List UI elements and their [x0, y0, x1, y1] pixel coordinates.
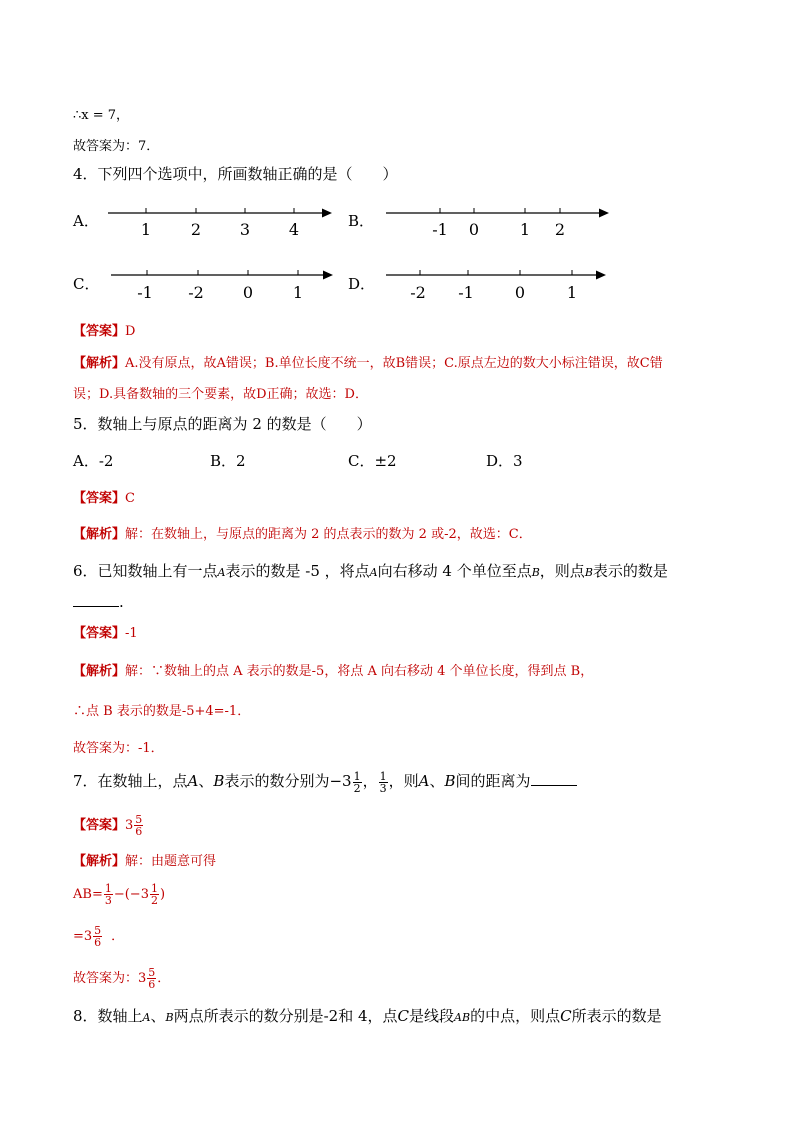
q4-stem: 4．下列四个选项中，所画数轴正确的是（ ） [73, 165, 398, 183]
answer-tag: 【答案】 [73, 626, 126, 641]
q6-analysis-line1 [73, 660, 593, 679]
answer-whole: 3 [125, 818, 134, 833]
analysis-tag: 【解析】 [73, 664, 126, 679]
q4-d-tick-label: -1 [458, 283, 474, 302]
stem-text: 表示的数是 [592, 562, 668, 580]
mixed-whole: −3 [329, 772, 352, 790]
q7-ab-expression: AB= $\frac{1}{3}$ −(−3 $\frac{1}{2}$ ) [73, 882, 166, 907]
point-b: B [531, 566, 540, 579]
q4-b-tick-label: 0 [468, 220, 480, 239]
answer-blank [73, 592, 119, 607]
q8-stem [73, 1005, 662, 1026]
q4-number-line-c [105, 262, 340, 307]
point-c: C [560, 1007, 572, 1025]
stem-text: ，则点 [539, 562, 585, 580]
q4-a-tick-label: 3 [239, 220, 251, 239]
stem-text: 7．在数轴上，点 [73, 772, 188, 790]
q4-b-tick-label: 2 [554, 220, 566, 239]
q4-option-a-label: A． [73, 212, 99, 230]
q5-choice-c: C．±2 [348, 452, 397, 470]
point-a: A [418, 772, 430, 790]
point-b: B [213, 772, 225, 790]
q6-analysis-line2: ∴点 B 表示的数是-5+4=-1． [73, 704, 251, 719]
q4-number-line-b [380, 200, 615, 245]
answer-tag: 【答案】 [73, 818, 126, 833]
analysis-tag: 【解析】 [73, 854, 126, 869]
q4-b-tick-label: 1 [519, 220, 531, 239]
answer-value: D [125, 324, 136, 339]
q7-ab-result: =3 $\frac{5}{6}$ ． [73, 924, 125, 949]
q4-number-line-a [100, 200, 340, 245]
q6-answer [73, 622, 138, 641]
point-b: B [165, 1011, 174, 1024]
q4-a-tick-label: 4 [288, 220, 300, 239]
stem-text: 、 [429, 772, 445, 790]
point-a: A [217, 566, 226, 579]
stem-text: 的中点，则点 [470, 1007, 561, 1025]
answer-value: -1 [125, 626, 138, 641]
fraction-one-half: $\frac{1}{2}$ [353, 769, 361, 795]
q6-final: 故答案为：-1． [73, 741, 164, 756]
q5-answer [73, 487, 135, 506]
stem-text: 、 [150, 1007, 166, 1025]
q4-option-b-label: B． [348, 212, 375, 230]
answer-value: C [125, 491, 135, 506]
q7-answer [73, 814, 144, 837]
stem-text: 间的距离为 [455, 772, 531, 790]
q4-b-tick-label: -1 [432, 220, 448, 239]
point-a: A [142, 1011, 151, 1024]
stem-text: 所表示的数是 [571, 1007, 662, 1025]
stem-text: ， [362, 772, 378, 790]
prev-final-answer: 故答案为：7． [73, 139, 160, 154]
q7-stem [73, 770, 577, 794]
q4-c-tick-label: -2 [188, 283, 204, 302]
point-a: A [187, 772, 199, 790]
fraction-one-third: $\frac{1}{3}$ [379, 769, 387, 795]
analysis-text: A.没有原点，故A错误；B.单位长度不统一，故B错误；C.原点左边的数大小标注错误，故C错 [125, 356, 663, 371]
q6-blank-line [73, 592, 124, 611]
q6-stem [73, 560, 668, 581]
answer-tag: 【答案】 [73, 324, 126, 339]
q4-c-tick-label: -1 [137, 283, 153, 302]
point-a: A [369, 566, 378, 579]
stem-text: 是线段 [409, 1007, 455, 1025]
q4-answer [73, 320, 135, 339]
analysis-tag: 【解析】 [73, 527, 126, 542]
q4-a-tick-label: 2 [190, 220, 202, 239]
q4-d-tick-label: 0 [514, 283, 526, 302]
point-b: B [584, 566, 593, 579]
answer-blank [531, 771, 577, 786]
q4-analysis-line1 [73, 352, 663, 371]
stem-text: 表示的数分别为 [224, 772, 330, 790]
stem-text: . [119, 593, 124, 611]
q4-c-tick-label: 1 [292, 283, 304, 302]
q5-analysis [73, 523, 532, 542]
q4-analysis-line2: 误；D.具备数轴的三个要素，故D正确；故选：D． [73, 387, 368, 402]
stem-text: 6．已知数轴上有一点 [73, 562, 218, 580]
q5-choice-b: B．2 [210, 452, 246, 470]
answer-fraction: $\frac{5}{6}$ [135, 813, 143, 838]
q4-d-tick-label: -2 [410, 283, 426, 302]
analysis-text: 解：∵数轴上的点 A 表示的数是-5，将点 A 向右移动 4 个单位长度，得到点 B， [125, 664, 594, 679]
analysis-tag: 【解析】 [73, 356, 126, 371]
q7-analysis [73, 850, 216, 869]
q4-a-tick-label: 1 [140, 220, 152, 239]
q5-choice-a: A．-2 [73, 452, 114, 470]
point-b: B [444, 772, 456, 790]
q4-option-d-label: D． [348, 275, 376, 293]
q5-stem: 5．数轴上与原点的距离为 2 的数是（ ） [73, 415, 372, 433]
stem-text: 8．数轴上 [73, 1007, 143, 1025]
q5-choice-d: D．3 [486, 452, 523, 470]
q4-option-c-label: C． [73, 275, 100, 293]
stem-text: ，则 [388, 772, 419, 790]
stem-text: 两点所表示的数分别是-2和 4，点 [173, 1007, 398, 1025]
stem-text: 表示的数是 -5 ，将点 [225, 562, 370, 580]
q7-final: 故答案为：3 $\frac{5}{6}$ ． [73, 966, 171, 991]
q4-number-line-d [380, 262, 615, 307]
stem-text: 、 [198, 772, 214, 790]
point-c: C [397, 1007, 410, 1025]
stem-text: 向右移动 4 个单位至点 [377, 562, 532, 580]
segment-ab: AB [454, 1011, 471, 1024]
analysis-text: 解：在数轴上，与原点的距离为 2 的点表示的数为 2 或-2，故选：C． [125, 527, 532, 542]
prev-result: ∴x = 7， [73, 108, 130, 123]
q4-d-tick-label: 1 [566, 283, 578, 302]
answer-tag: 【答案】 [73, 491, 126, 506]
q4-c-tick-label: 0 [242, 283, 254, 302]
analysis-text: 解：由题意可得 [125, 854, 217, 869]
